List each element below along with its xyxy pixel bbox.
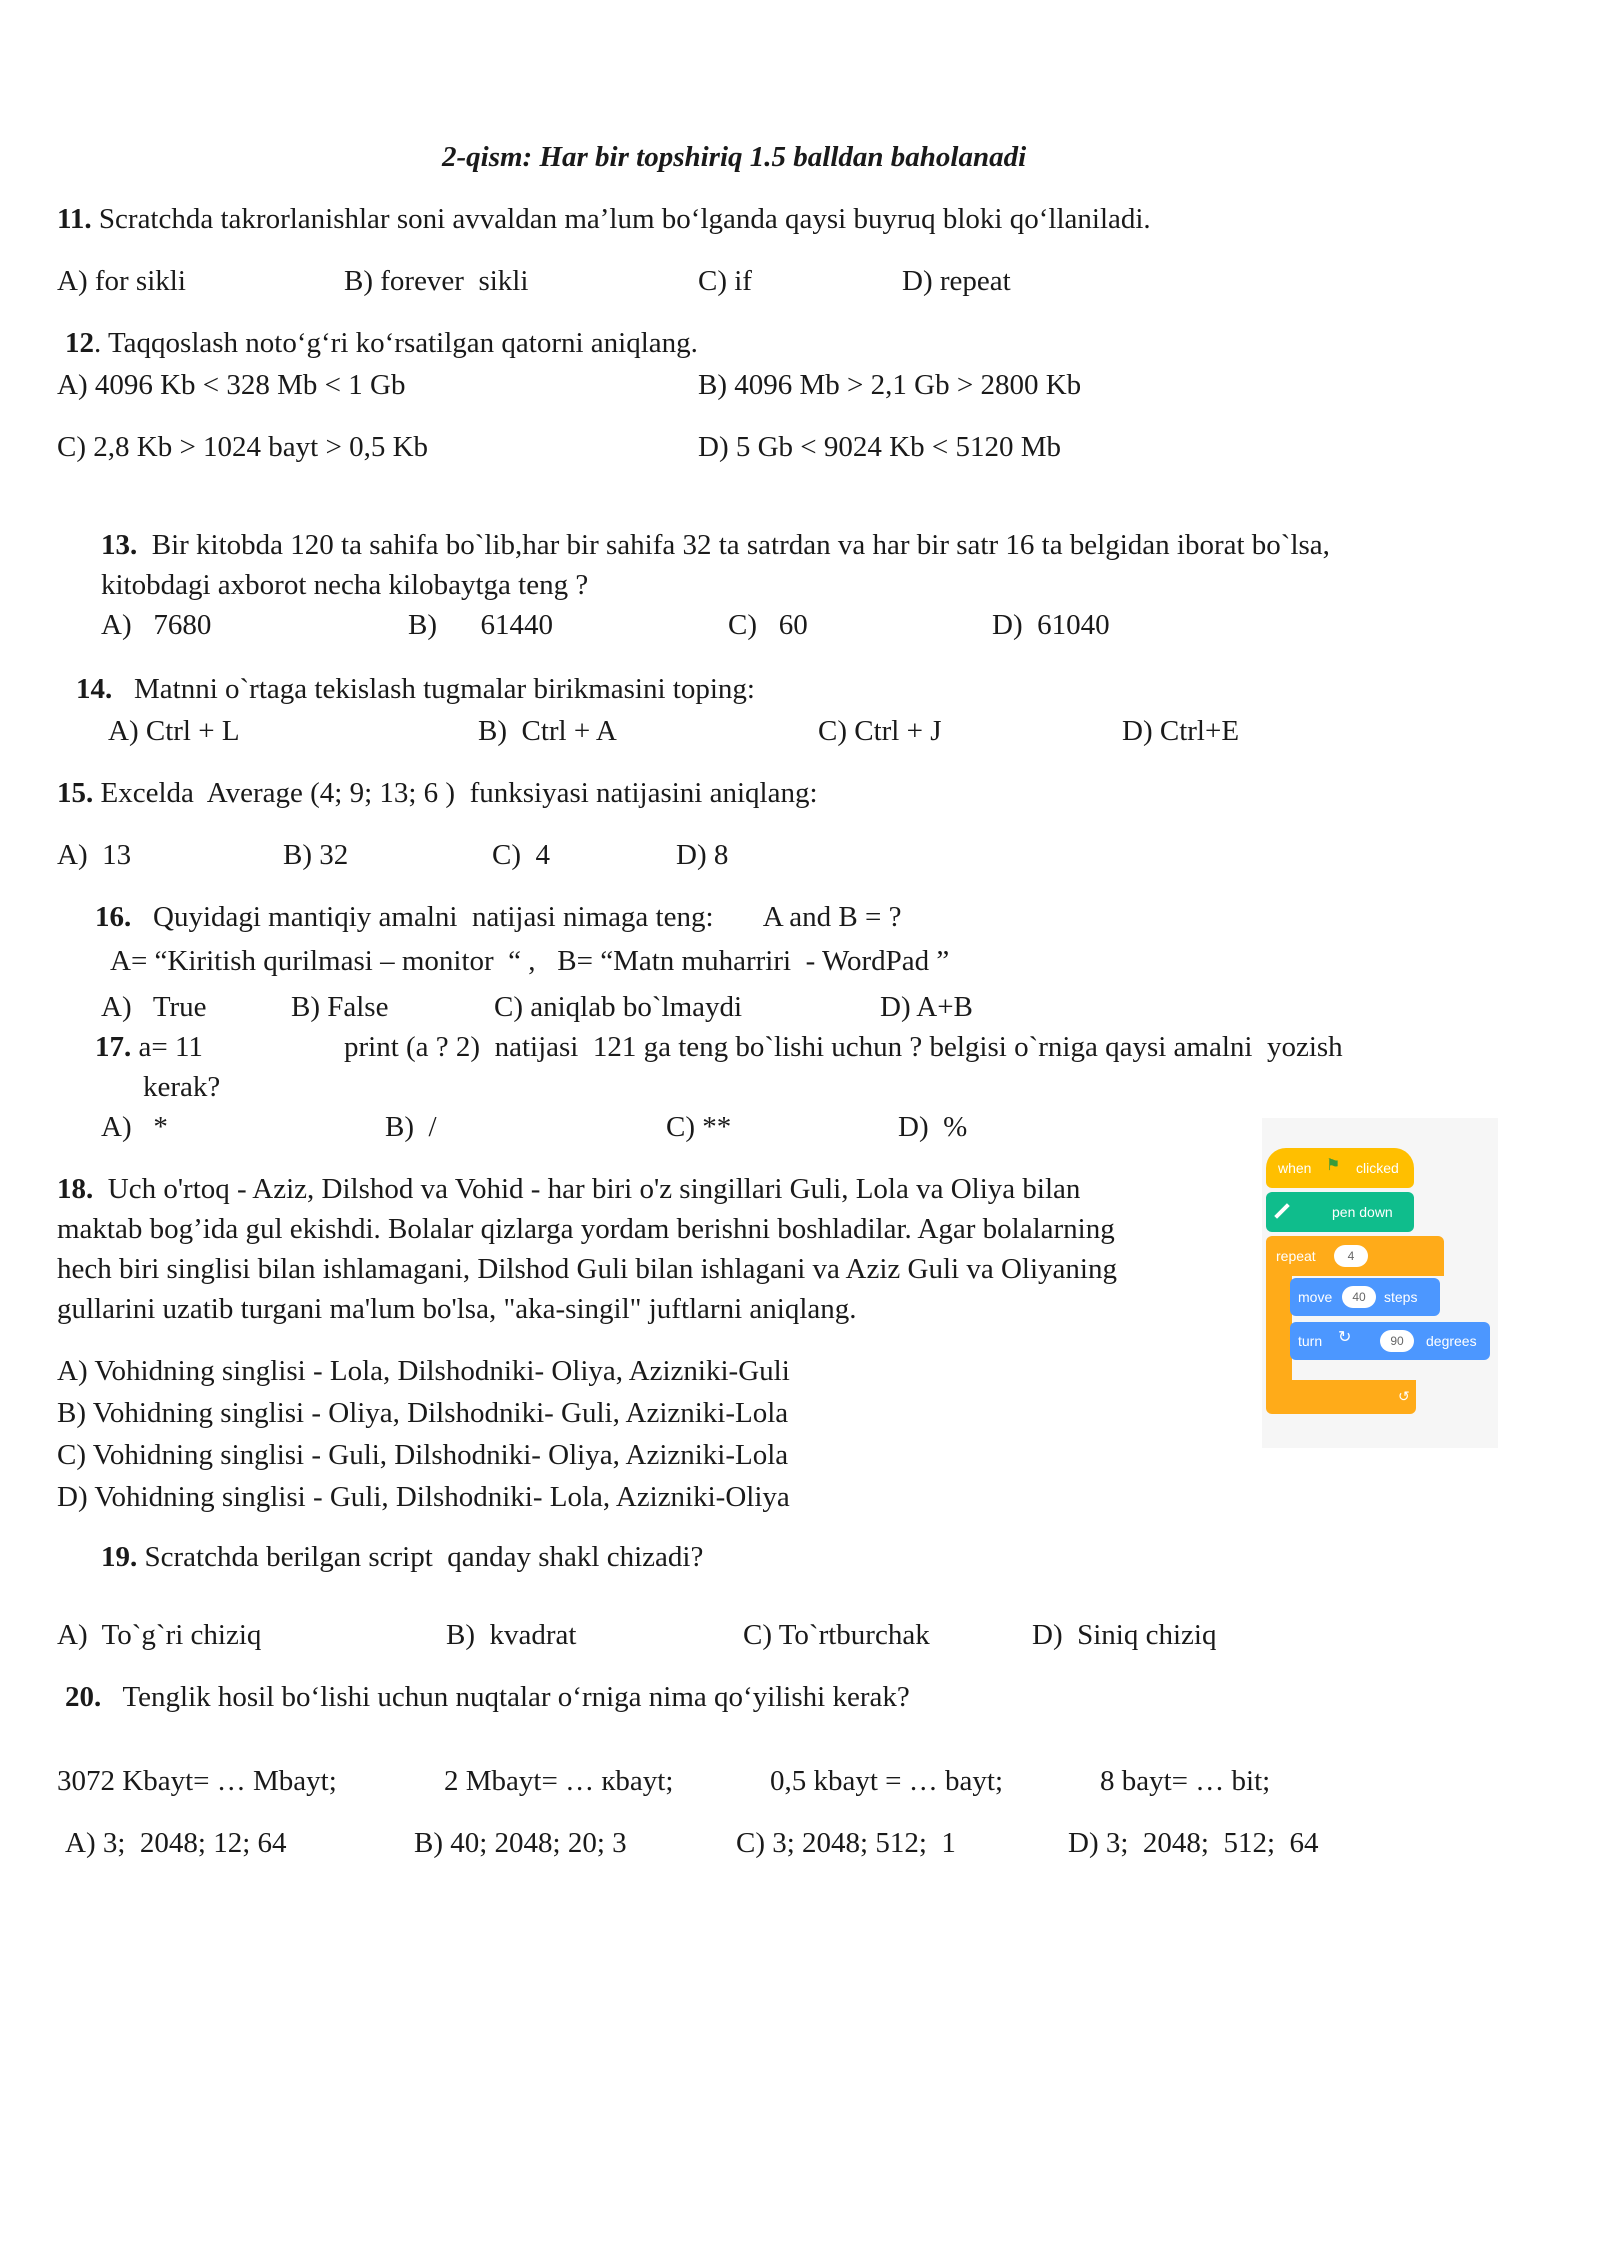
option-a: A) 13: [57, 839, 132, 871]
option-c: C) if: [698, 265, 752, 297]
option-b: B) 61440: [408, 609, 553, 641]
option-c: C) aniqlab bo`lmaydi: [494, 991, 743, 1023]
option-a: A) Ctrl + L: [108, 715, 240, 747]
question-text: . Taqqoslash noto‘g‘ri ko‘rsatilgan qatorni aniqlang.: [94, 327, 698, 359]
conversion-item: 8 bayt= … bit;: [1100, 1765, 1271, 1797]
option-d: D) 61040: [992, 609, 1110, 641]
repeat-block-arm: [1266, 1276, 1292, 1386]
option-c: C) 3; 2048; 512; 1: [736, 1827, 956, 1859]
option-b: B) 4096 Mb > 2,1 Gb > 2800 Kb: [698, 369, 1082, 401]
option-a: A) for sikli: [57, 265, 186, 297]
question-text: a= 11: [131, 1031, 203, 1063]
question-text: Tenglik hosil bo‘lishi uchun nuqtalar o‘rniga nima qo‘yilishi kerak?: [101, 1681, 910, 1713]
question-number: 17.: [95, 1031, 132, 1063]
repeat-block-foot: [1266, 1380, 1416, 1414]
option-a: A) To`g`ri chiziq: [57, 1619, 262, 1651]
question-17: [95, 1030, 203, 1064]
option-a: A) True: [101, 991, 207, 1023]
question-text-cont: kitobdagi axborot necha kilobaytga teng ?: [101, 569, 589, 601]
option-c: C) 4: [492, 839, 550, 871]
option-d: D) Vohidning singlisi - Guli, Dilshodniki- Lola, Azizniki-Oliya: [57, 1481, 790, 1513]
question-text-cont: hech biri singlisi bilan ishlamagani, Dilshod Guli bilan ishlagani va Aziz Guli va Oliyaning: [57, 1253, 1117, 1285]
option-a: A) *: [101, 1111, 168, 1143]
question-18: [57, 1172, 1080, 1206]
conversion-item: 2 Mbayt= … кbayt;: [444, 1765, 674, 1797]
when-flag-clicked-block: when ⚑ clicked: [1266, 1148, 1414, 1188]
repeat-count: 4: [1334, 1245, 1368, 1267]
question-text-cont: A= “Kiritish qurilmasi – monitor “ , B= “Matn muharriri - WordPad ”: [110, 945, 950, 977]
option-b: B) False: [291, 991, 389, 1023]
question-number: 20.: [65, 1681, 102, 1713]
option-a: A) 3; 2048; 12; 64: [65, 1827, 287, 1859]
question-11: [57, 202, 1151, 236]
conversion-item: 3072 Kbayt= … Mbayt;: [57, 1765, 337, 1797]
option-a: A) Vohidning singlisi - Lola, Dilshodniki- Oliya, Azizniki-Guli: [57, 1355, 790, 1387]
option-c: C) **: [666, 1111, 732, 1143]
repeat-block: repeat 4: [1266, 1236, 1444, 1276]
option-a: A) 4096 Kb < 328 Mb < 1 Gb: [57, 369, 406, 401]
question-number: 18.: [57, 1173, 94, 1205]
option-b: B) forever sikli: [344, 265, 529, 297]
pen-icon: [1274, 1203, 1290, 1219]
question-20: [65, 1680, 910, 1714]
option-b: B) Ctrl + A: [478, 715, 617, 747]
turn-degrees-block: turn ↻ 90 degrees: [1290, 1322, 1490, 1360]
green-flag-icon: ⚑: [1326, 1157, 1341, 1174]
question-number: 15.: [57, 777, 94, 809]
question-text-cont: maktab bog’ida gul ekishdi. Bolalar qizlarga yordam berishni boshladilar. Agar bolalarning: [57, 1213, 1115, 1245]
question-text: Uch o'rtoq - Aziz, Dilshod va Vohid - har biri o'z singillari Guli, Lola va Oliya bilan: [93, 1173, 1081, 1205]
question-text-cont: print (a ? 2) natijasi 121 ga teng bo`lishi uchun ? belgisi o`rniga qaysi amalni yozish: [344, 1031, 1343, 1063]
question-text: Scratchda takrorlanishlar soni avvaldan ma’lum bo‘lganda qaysi buyruq bloki qo‘llaniladi.: [91, 203, 1151, 235]
scratch-script-image: [1262, 1118, 1498, 1448]
question-text-cont: kerak?: [143, 1071, 221, 1103]
question-19: [101, 1540, 703, 1574]
option-d: D) 5 Gb < 9024 Kb < 5120 Mb: [698, 431, 1061, 463]
option-d: D) 8: [676, 839, 729, 871]
question-number: 14.: [76, 673, 113, 705]
option-b: B) 40; 2048; 20; 3: [414, 1827, 627, 1859]
question-number: 11.: [57, 203, 92, 235]
question-number: 16.: [95, 901, 132, 933]
option-b: B) /: [385, 1111, 437, 1143]
question-16: [95, 900, 901, 934]
question-text: Bir kitobda 120 ta sahifa bo`lib,har bir sahifa 32 ta satrdan va har bir satr 16 ta belgidan iborat bo`lsa,: [137, 529, 1330, 561]
option-c: C) Vohidning singlisi - Guli, Dilshodniki- Oliya, Azizniki-Lola: [57, 1439, 789, 1471]
option-b: B) Vohidning singlisi - Oliya, Dilshodniki- Guli, Azizniki-Lola: [57, 1397, 789, 1429]
question-text-cont: gullarini uzatib turgani ma'lum bo'lsa, "aka-singil" juftlarni aniqlang.: [57, 1293, 857, 1325]
option-a: A) 7680: [101, 609, 212, 641]
option-d: D) 3; 2048; 512; 64: [1068, 1827, 1319, 1859]
rotate-right-icon: ↻: [1338, 1329, 1352, 1346]
option-d: D) %: [898, 1111, 968, 1143]
option-b: B) 32: [283, 839, 349, 871]
page-title: 2-qism: Har bir topshiriq 1.5 balldan baholanadi: [442, 141, 1027, 173]
question-14: [76, 672, 755, 706]
move-steps-value: 40: [1342, 1286, 1376, 1308]
turn-degrees-value: 90: [1380, 1330, 1414, 1352]
question-text: Excelda Average (4; 9; 13; 6 ) funksiyasi natijasini aniqlang:: [93, 777, 818, 809]
option-c: C) To`rtburchak: [743, 1619, 930, 1651]
move-steps-block: move 40 steps: [1290, 1278, 1440, 1316]
question-text: Matnni o`rtaga tekislash tugmalar birikmasini toping:: [112, 673, 755, 705]
question-12: [65, 326, 698, 360]
question-number: 19.: [101, 1541, 138, 1573]
loop-arrow-icon: ↺: [1398, 1388, 1410, 1404]
option-c: C) 60: [728, 609, 808, 641]
question-number: 13.: [101, 529, 138, 561]
option-c: C) 2,8 Kb > 1024 bayt > 0,5 Kb: [57, 431, 429, 463]
option-b: B) kvadrat: [446, 1619, 577, 1651]
pen-down-block: pen down: [1266, 1192, 1414, 1232]
option-d: D) A+B: [880, 991, 973, 1023]
question-text: Scratchda berilgan script qanday shakl chizadi?: [137, 1541, 704, 1573]
conversion-item: 0,5 kbayt = … bayt;: [770, 1765, 1004, 1797]
option-c: C) Ctrl + J: [818, 715, 942, 747]
option-d: D) repeat: [902, 265, 1011, 297]
option-d: D) Ctrl+E: [1122, 715, 1240, 747]
question-15: [57, 776, 818, 810]
option-d: D) Siniq chiziq: [1032, 1619, 1217, 1651]
question-number: 12: [65, 327, 94, 359]
question-13: [101, 528, 1330, 562]
question-text: Quyidagi mantiqiy amalni natijasi nimaga teng: A and B = ?: [131, 901, 902, 933]
